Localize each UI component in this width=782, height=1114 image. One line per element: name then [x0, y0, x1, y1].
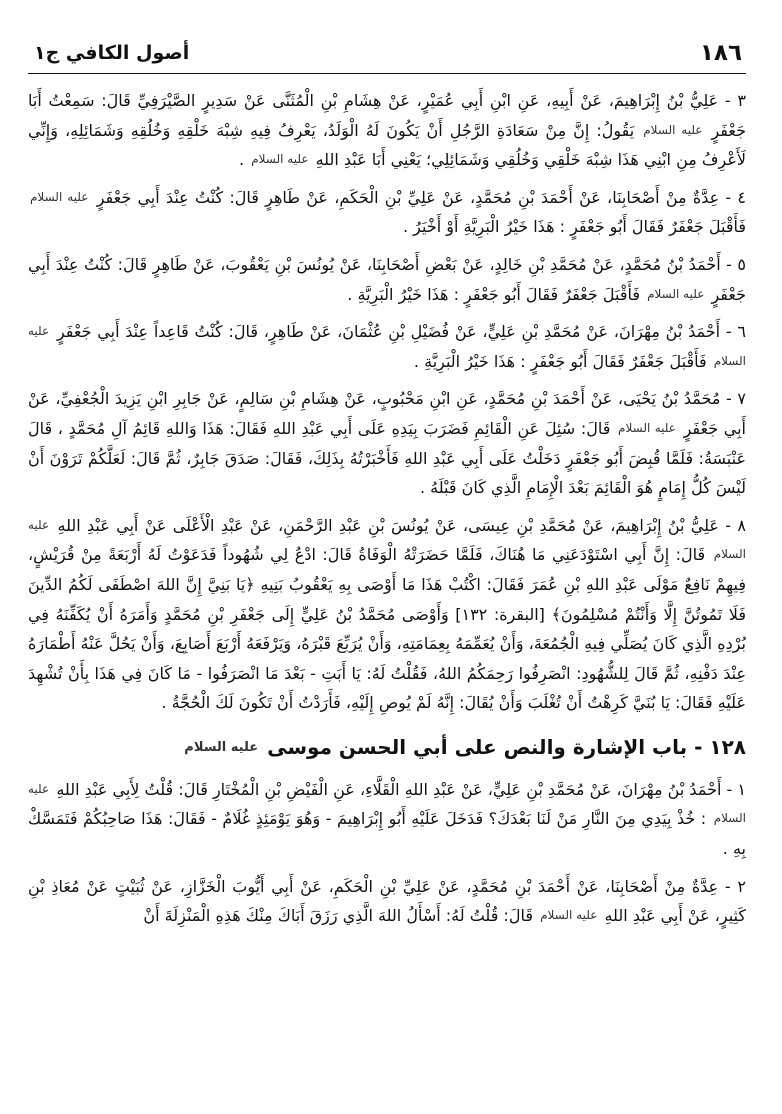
paragraph-end: . [722, 839, 728, 859]
honorific-ornament: عليه السلام [251, 152, 309, 167]
hadith-paragraph-8 [28, 511, 746, 718]
running-title: أصول الكافي ج١ [34, 42, 190, 64]
header-rule [28, 73, 746, 74]
honorific-ornament: عليه السلام [643, 122, 703, 137]
hadith-paragraph-3 [28, 86, 746, 175]
paragraph-text: ٢ - عِدَّةٌ مِنْ أَصْحَابِنَا، عَنْ أَحْمَدَ بْنِ مُحَمَّدٍ، عَنْ عَلِيِّ بْنِ الْحَكَمِ، عَنْ أَبِي أَيُّوبَ الْخَزَّازِ، عَنْ ثُبَيْتٍ عَنْ مُعَاذِ بْنِ كَثِيرٍ، عَنْ أَبِي عَبْدِ اللهِ [28, 876, 746, 926]
hadith-paragraph-6 [28, 317, 746, 376]
page-header [28, 34, 746, 66]
paragraph-tail: قَالَ: سُئِلَ عَنِ الْقَائِمِ فَضَرَبَ بِيَدِهِ عَلَى أَبِي عَبْدِ اللهِ فَقَالَ: هَذَا وَاللهِ قَائِمُ آلِ مُحَمَّدٍ ، قَالَ عَنْبَسَةُ: فَلَمَّا قُبِضَ أَبُو جَعْفَرٍ دَخَلْتُ عَلَى أَبِي عَبْدِ اللهِ فَأَخْبَرْتُهُ بِذَلِكَ، فَقَالَ: صَدَقَ جَابِرٌ، ثُمَّ قَالَ: لَعَلَّكُمْ تَرَوْنَ أَنْ لَيْسَ كُلُّ إِمَامٍ هُوَ الْقَائِمَ بَعْدَ الْإِمَامِ الَّذِي كَانَ قَبْلَهُ [28, 418, 746, 498]
hadith-paragraph-7 [28, 384, 746, 502]
paragraph-text: ٦ - أَحْمَدُ بْنُ مِهْرَانَ، عَنْ مُحَمَّدِ بْنِ عَلِيٍّ، عَنْ فُضَيْلِ بْنِ عُثْمَانَ، عَنْ طَاهِرٍ، قَالَ: كُنْتُ قَاعِداً عِنْدَ أَبِي جَعْفَرٍ [56, 322, 746, 342]
chapter-title-text: ١٢٨ - باب الإشارة والنص على أبي الحسن موسى [267, 734, 746, 759]
paragraph-end: . [402, 217, 409, 237]
paragraph-text: ٣ - عَلِيُّ بْنُ إِبْرَاهِيمَ، عَنْ أَبِيهِ، عَنِ ابْنِ أَبِي عُمَيْرٍ، عَنْ هِشَامِ بْنِ الْمُثَنَّى عَنْ سَدِيرٍ الصَّيْرَفِيِّ قَالَ: سَمِعْتُ أَبَا جَعْفَرٍ [28, 91, 746, 140]
honorific-ornament: عليه السلام [28, 517, 747, 562]
paragraph-text: ٤ - عِدَّةٌ مِنْ أَصْحَابِنَا، عَنْ أَحْمَدَ بْنِ مُحَمَّدٍ، عَنْ عَلِيِّ بْنِ الْحَكَمِ، عَنْ طَاهِرٍ قَالَ: كُنْتُ عِنْدَ أَبِي جَعْفَرٍ [96, 187, 747, 207]
paragraph-tail: فَأَقْبَلَ جَعْفَرٌ فَقَالَ أَبُو جَعْفَرٍ : هَذَا خَيْرُ الْبَرِيَّةِ [424, 351, 707, 371]
honorific-ornament: عليه السلام [647, 286, 705, 301]
chapter-hadith-paragraph-2 [28, 872, 746, 931]
paragraph-end: . [419, 478, 426, 498]
honorific-ornament: عليه السلام [30, 189, 89, 204]
paragraph-tail: : خُذْ بِيَدِي مِنَ النَّارِ مَنْ لَنَا بَعْدَكَ؟ فَدَخَلَ عَلَيْهِ أَبُو إِبْرَاهِيمَ - وَهُوَ يَوْمَئِذٍ غُلَامٌ - فَقَالَ: هَذَا صَاحِبُكُمْ فَتَمَسَّكْ بِهِ [28, 809, 746, 859]
page-number: ١٨٦ [699, 40, 742, 66]
hadith-paragraph-5 [28, 250, 746, 309]
paragraph-tail: فَأَقْبَلَ جَعْفَرٌ فَقَالَ أَبُو جَعْفَرٍ : هَذَا خَيْرُ الْبَرِيَّةِ أَوْ أَخْيَرُ [413, 217, 746, 237]
paragraph-text: ١ - أَحْمَدُ بْنُ مِهْرَانَ، عَنْ مُحَمَّدِ بْنِ عَلِيٍّ، عَنْ عَبْدِ اللهِ الْقَلَّاءِ، عَنِ الْفَيْضِ بْنِ الْمُخْتَارِ قَالَ: قُلْتُ لِأَبِي عَبْدِ اللهِ [56, 779, 747, 799]
chapter-heading [28, 732, 746, 763]
honorific-ornament: عليه السلام [28, 781, 746, 826]
paragraph-end: . [413, 351, 420, 371]
paragraph-end: . [347, 284, 353, 304]
honorific-ornament: عليه السلام [184, 739, 259, 755]
paragraph-end: . [161, 693, 167, 713]
paragraph-text: ٧ - مُحَمَّدُ بْنُ يَحْيَى، عَنْ أَحْمَدَ بْنِ مُحَمَّدٍ، عَنِ ابْنِ مَحْبُوبٍ، عَنْ هِشَامِ بْنِ سَالِمٍ، عَنْ جَابِرِ ابْنِ يَزِيدَ الْجُعْفِيِّ، عَنْ أَبِي جَعْفَرٍ [28, 389, 746, 438]
paragraph-tail: يَقُولُ: إِنَّ مِنْ سَعَادَةِ الرَّجُلِ أَنْ يَكُونَ لَهُ الْوَلَدُ، يَعْرِفُ فِيهِ شِبْهَ خَلْقِهِ وَخُلُقِهِ وَشَمَائِلِهِ، وَإِنِّي لَأَعْرِفُ مِنِ ابْنِي هَذَا شِبْهَ خَلْقِي وَخُلُقِي وَشَمَائِلِي؛ يَعْنِي أَبَا عَبْدِ اللهِ [28, 120, 746, 170]
paragraph-tail: فَأَقْبَلَ جَعْفَرٌ فَقَالَ أَبُو جَعْفَرٍ : هَذَا خَيْرُ الْبَرِيَّةِ [357, 284, 640, 304]
honorific-ornament: عليه السلام [28, 324, 746, 368]
hadith-paragraph-4 [28, 183, 746, 242]
paragraph-tail: قَالَ: قُلْتُ لَهُ: أَسْأَلُ اللهَ الَّذِي رَزَقَ أَبَاكَ مِنْكَ هَذِهِ الْمَنْزِلَةَ أَنْ [143, 906, 533, 926]
paragraph-end: . [239, 150, 245, 170]
chapter-hadith-paragraph-1 [28, 775, 746, 864]
paragraph-text: ٥ - أَحْمَدُ بْنُ مُحَمَّدٍ، عَنْ مُحَمَّدِ بْنِ خَالِدٍ، عَنْ بَعْضِ أَصْحَابِنَا، عَنْ يُونُسَ بْنِ يَعْقُوبَ، عَنْ طَاهِرٍ قَالَ: كُنْتُ عِنْدَ أَبِي جَعْفَرٍ [28, 254, 746, 304]
honorific-ornament: عليه السلام [618, 420, 676, 435]
honorific-ornament: عليه السلام [540, 908, 598, 923]
paragraph-text: ٨ - عَلِيُّ بْنُ إِبْرَاهِيمَ، عَنْ مُحَمَّدِ بْنِ عِيسَى، عَنْ يُونُسَ بْنِ عَبْدِ الرَّحْمَنِ، عَنْ عَبْدِ الْأَعْلَى عَنْ أَبِي عَبْدِ اللهِ [57, 515, 746, 535]
page-body [28, 86, 746, 931]
paragraph-tail: قَالَ: إِنَّ أَبِي اسْتَوْدَعَنِي مَا هُنَاكَ، فَلَمَّا حَضَرَتْهُ الْوَفَاةُ قَالَ: ادْعُ لِي شُهُوداً فَدَعَوْتُ لَهُ أَرْبَعَةً مِنْ قُرَيْشٍ، فِيهِمْ نَافِعٌ مَوْلَى عَبْدِ اللهِ بْنِ عُمَرَ فَقَالَ: اكْتُبْ هَذَا مَا أَوْصَى بِهِ يَعْقُوبُ بَنِيهِ ﴿يَا بَنِيَّ إِنَّ اللهَ اصْطَفَى لَكُمُ الدِّينَ فَلَا تَمُوتُنَّ إِلَّا وَأَنْتُمْ مُسْلِمُونَ﴾ [البقرة: ١٣٢] وَأَوْصَى مُحَمَّدُ بْنُ عَلِيٍّ إِلَى جَعْفَرِ بْنِ مُحَمَّدٍ وَأَمَرَهُ أَنْ يُكَفِّنَهُ فِي بُرْدِهِ الَّذِي كَانَ يُصَلِّي فِيهِ الْجُمُعَةَ، وَأَنْ يُعَمِّمَهُ بِعِمَامَتِهِ، وَأَنْ يُرَبِّعَ قَبْرَهُ، وَيَرْفَعَهُ أَرْبَعَ أَصَابِعَ، وَأَنْ يَحُلَّ عَنْهُ أَطْمَارَهُ عِنْدَ دَفْنِهِ، ثُمَّ قَالَ لِلشُّهُودِ: انْصَرِفُوا رَحِمَكُمُ اللهُ، فَقُلْتُ لَهُ: يَا أَبَتِ - بَعْدَ مَا انْصَرَفُوا - مَا كَانَ فِي هَذَا بِأَنْ تُشْهِدَ عَلَيْهِ فَقَالَ: يَا بُنَيَّ كَرِهْتُ أَنْ تُغْلَبَ وَأَنْ يُقَالَ: إِنَّهُ لَمْ يُوصِ إِلَيْهِ، فَأَرَدْتُ أَنْ تَكُونَ لَكَ الْحُجَّةُ [28, 545, 746, 713]
